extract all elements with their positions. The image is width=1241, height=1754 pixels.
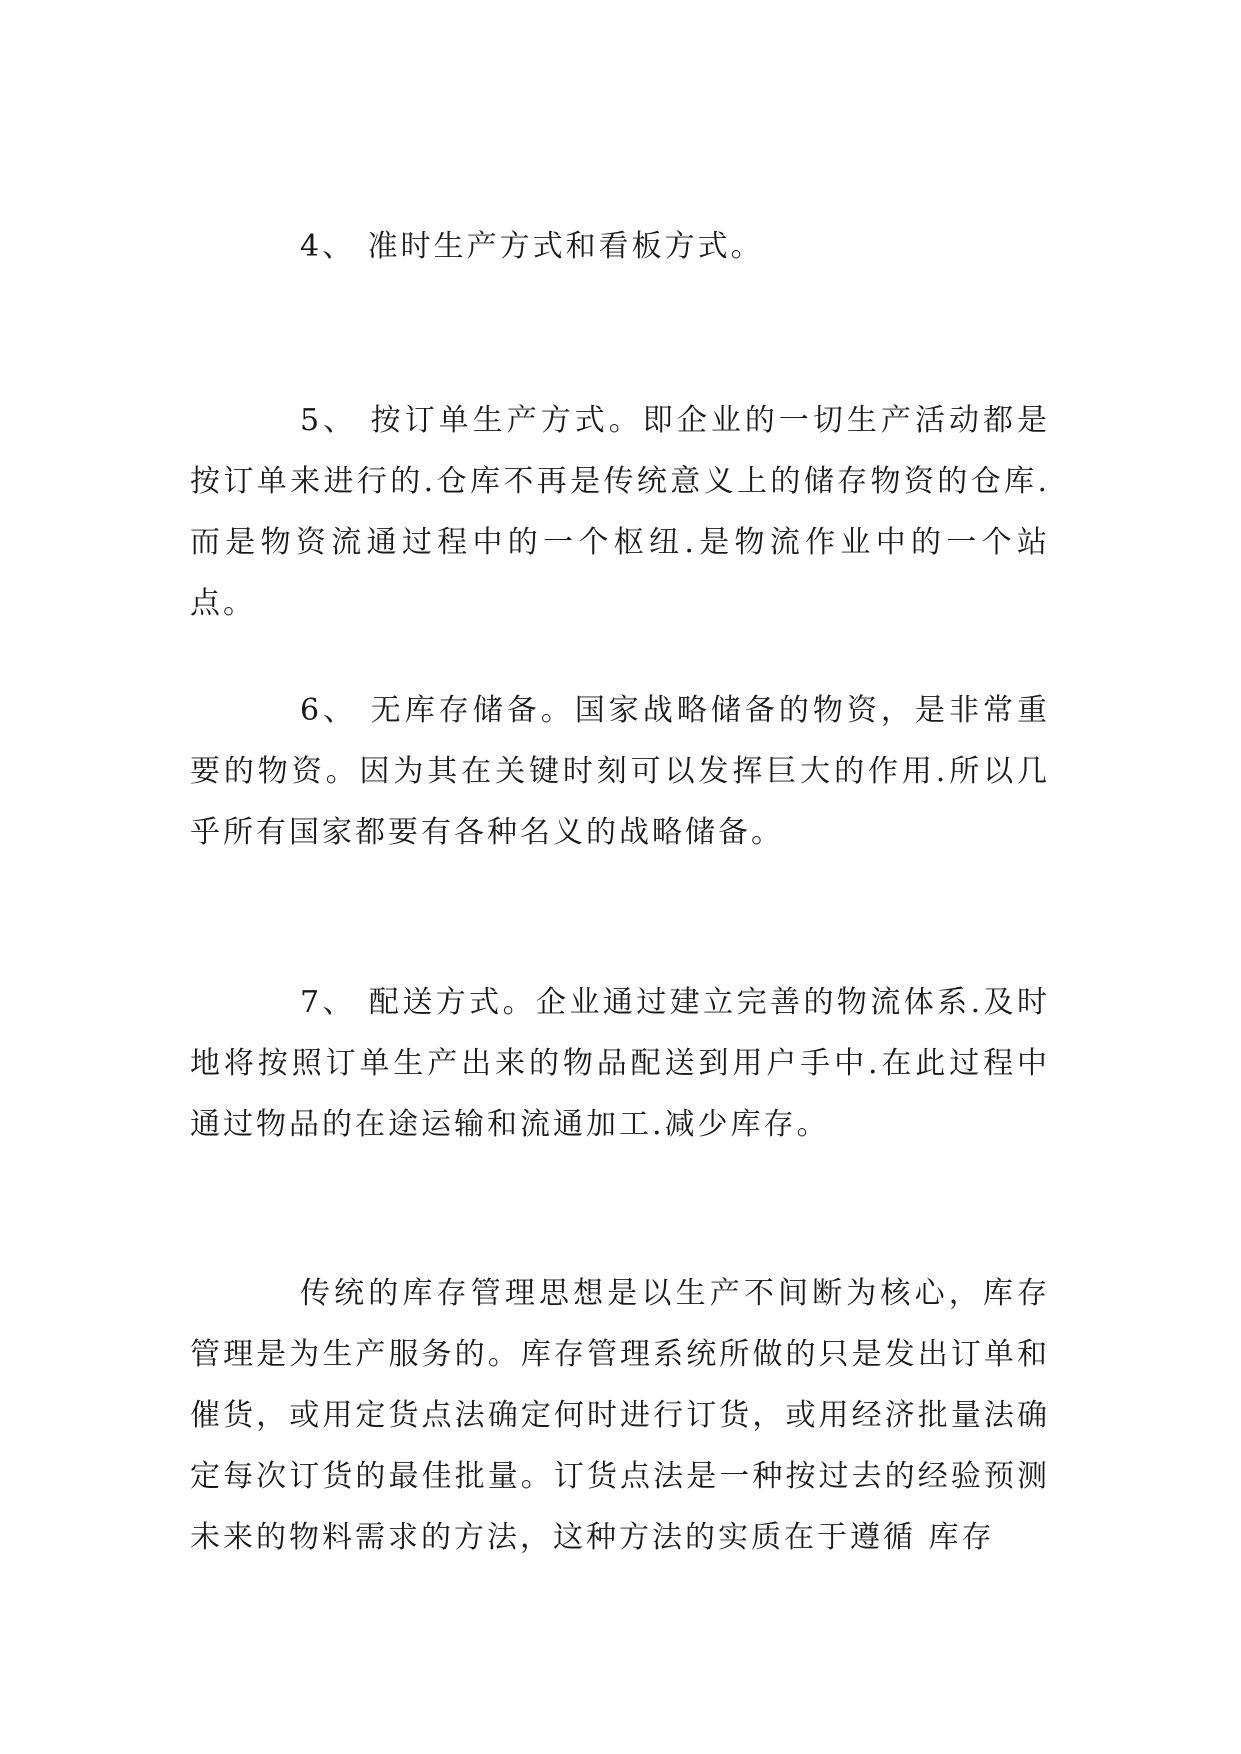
paragraph-item-4: 4、 准时生产方式和看板方式。 — [300, 229, 764, 264]
paragraph-traditional-inventory: 传统的库存管理思想是以生产不间断为核心，库存管理是为生产服务的。库存管理系统所做的只是发出订单和催货，或用定货点法确定何时进行订货，或用经济批量法确定每次订货的最佳批量。订货点法是一种按过去的经验预测未来的物料需求的方法，这种方法的实质在于遵循 库存 — [190, 1276, 1050, 1555]
paragraph-item-5: 5、 按订单生产方式。即企业的一切生产活动都是按订单来进行的.仓库不再是传统意义上的储存物资的仓库.而是物资流通过程中的一个枢纽.是物流作业中的一个站点。 — [190, 403, 1050, 621]
paragraph-item-6: 6、 无库存储备。国家战略储备的物资，是非常重要的物资。因为其在关键时刻可以发挥巨大的作用.所以几乎所有国家都要有各种名义的战略储备。 — [190, 693, 1050, 850]
paragraph-item-7: 7、 配送方式。企业通过建立完善的物流体系.及时地将按照订单生产出来的物品配送到用户手中.在此过程中通过物品的在途运输和流通加工.减少库存。 — [190, 985, 1050, 1142]
